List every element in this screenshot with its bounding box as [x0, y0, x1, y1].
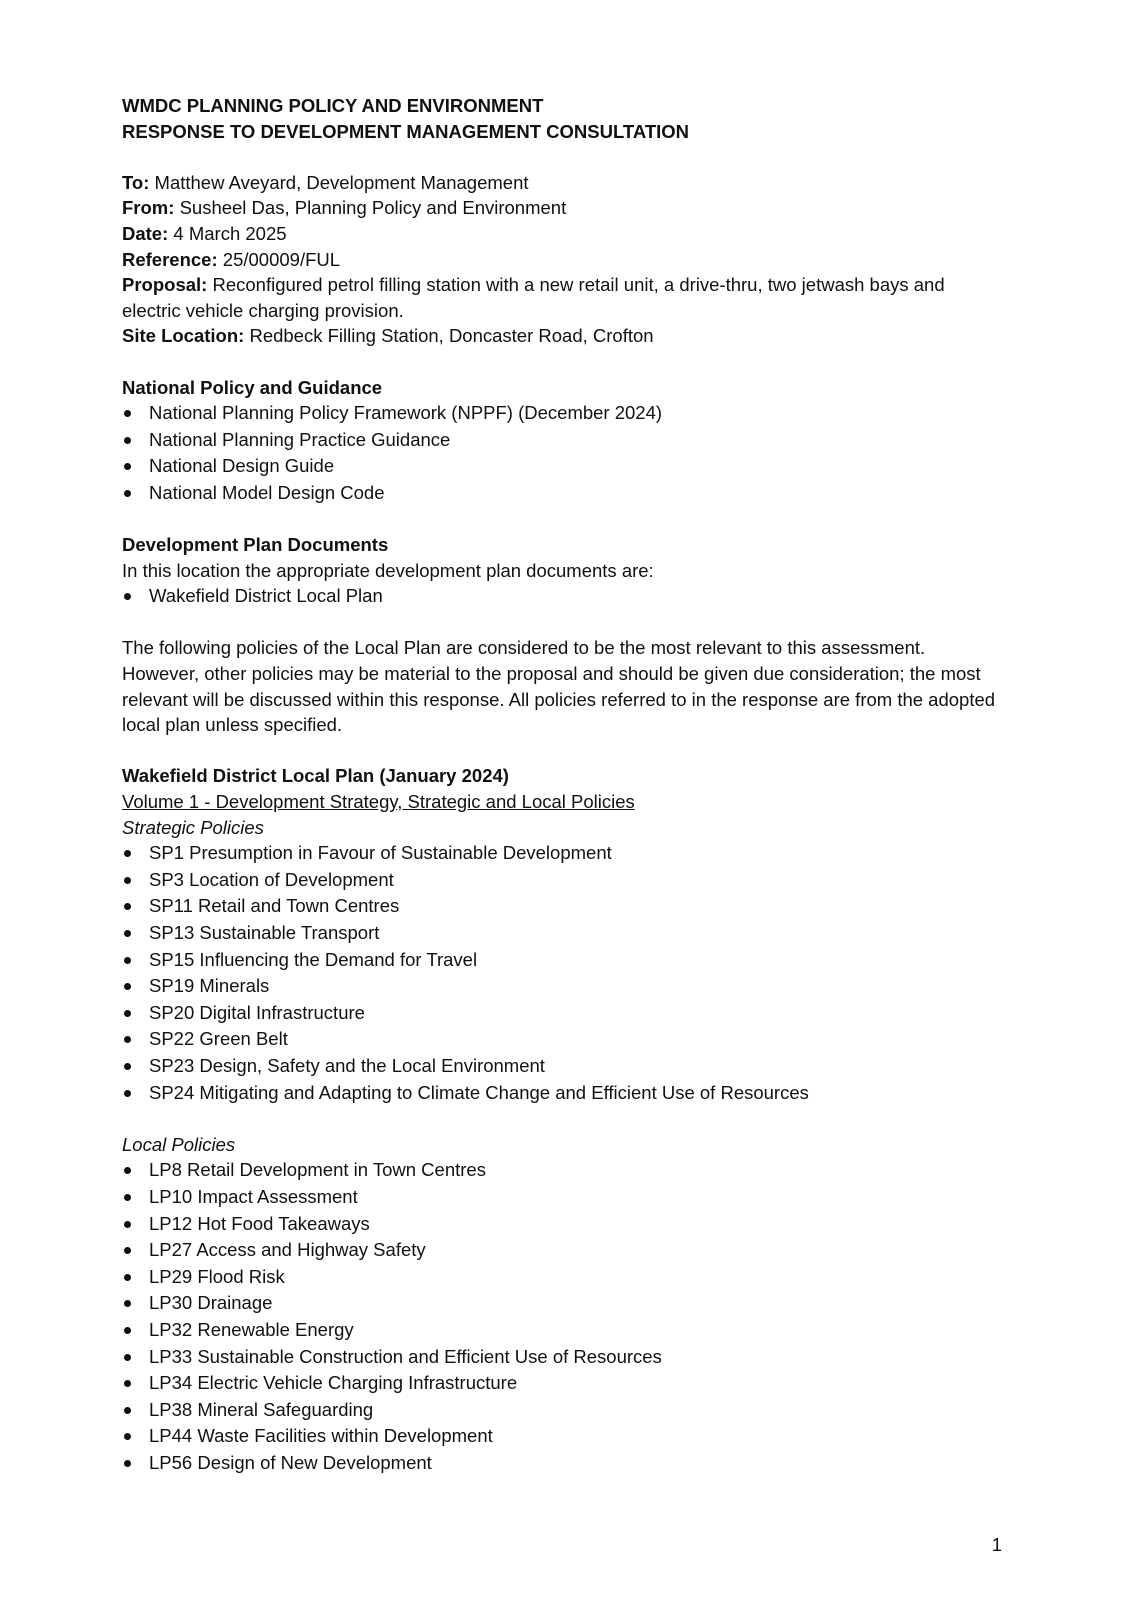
meta-proposal	[122, 272, 1002, 323]
reference-value: 25/00009/FUL	[222, 248, 341, 270]
to-value: Matthew Aveyard, Development Management	[154, 171, 529, 193]
site-value: Redbeck Filling Station, Doncaster Road, Crofton	[249, 325, 654, 347]
from-value: Susheel Das, Planning Policy and Environment	[179, 197, 567, 219]
national-list	[122, 400, 1002, 506]
list-item: LP38 Mineral Safeguarding	[122, 1397, 1002, 1424]
volume-heading: Volume 1 - Development Strategy, Strategic and Local Policies	[122, 791, 635, 813]
date-label: Date:	[122, 222, 169, 244]
list-item: LP44 Waste Facilities within Development	[122, 1423, 1002, 1450]
date-value: 4 March 2025	[173, 222, 287, 244]
list-item: SP15 Influencing the Demand for Travel	[122, 947, 1002, 974]
list-item: LP33 Sustainable Construction and Efficient Use of Resources	[122, 1344, 1002, 1371]
list-item: SP13 Sustainable Transport	[122, 920, 1002, 947]
list-item: SP1 Presumption in Favour of Sustainable Development	[122, 840, 1002, 867]
meta-to	[122, 170, 1002, 196]
dev-plan-intro: In this location the appropriate development plan documents are:	[122, 559, 654, 581]
policies-paragraph: The following policies of the Local Plan are considered to be the most relevant to this assessment. However, other policies may be material to the proposal and should be given due consideration; the most relevant will be discussed within this response. All policies referred to in the response are from the adopted local plan unless specified.	[122, 637, 996, 736]
list-item: SP3 Location of Development	[122, 867, 1002, 894]
list-item: SP23 Design, Safety and the Local Environment	[122, 1053, 1002, 1080]
strategic-list	[122, 840, 1002, 1106]
list-item: National Planning Policy Framework (NPPF) (December 2024)	[122, 400, 1002, 427]
list-item: LP32 Renewable Energy	[122, 1317, 1002, 1344]
list-item: LP8 Retail Development in Town Centres	[122, 1157, 1002, 1184]
proposal-value: Reconfigured petrol filling station with a new retail unit, a drive-thru, two jetwash bays and electric vehicle charging provision.	[122, 274, 945, 321]
list-item: SP20 Digital Infrastructure	[122, 1000, 1002, 1027]
list-item: SP19 Minerals	[122, 973, 1002, 1000]
local-list	[122, 1157, 1002, 1476]
national-heading: National Policy and Guidance	[122, 376, 383, 398]
list-item: Wakefield District Local Plan	[122, 583, 1002, 610]
meta-date	[122, 221, 1002, 247]
local-heading: Local Policies	[122, 1133, 236, 1155]
list-item: LP10 Impact Assessment	[122, 1184, 1002, 1211]
list-item: LP12 Hot Food Takeaways	[122, 1211, 1002, 1238]
list-item: LP30 Drainage	[122, 1290, 1002, 1317]
list-item: SP22 Green Belt	[122, 1026, 1002, 1053]
dev-plan-heading: Development Plan Documents	[122, 534, 389, 556]
list-item: SP24 Mitigating and Adapting to Climate Change and Efficient Use of Resources	[122, 1080, 1002, 1107]
to-label: To:	[122, 171, 150, 193]
list-item: National Planning Practice Guidance	[122, 427, 1002, 454]
meta-reference	[122, 247, 1002, 273]
header-line-1: WMDC PLANNING POLICY AND ENVIRONMENT	[122, 95, 544, 116]
list-item: LP27 Access and Highway Safety	[122, 1237, 1002, 1264]
list-item: National Design Guide	[122, 453, 1002, 480]
strategic-heading: Strategic Policies	[122, 816, 264, 838]
list-item: LP29 Flood Risk	[122, 1264, 1002, 1291]
document-body	[122, 93, 1002, 1476]
list-item: SP11 Retail and Town Centres	[122, 893, 1002, 920]
from-label: From:	[122, 197, 175, 219]
reference-label: Reference:	[122, 248, 218, 270]
meta-site	[122, 323, 1002, 349]
local-plan-heading: Wakefield District Local Plan (January 2024)	[122, 765, 509, 787]
list-item: National Model Design Code	[122, 480, 1002, 507]
proposal-label: Proposal:	[122, 274, 208, 296]
header-line-2: RESPONSE TO DEVELOPMENT MANAGEMENT CONSULTATION	[122, 120, 690, 142]
meta-from	[122, 195, 1002, 221]
site-label: Site Location:	[122, 325, 245, 347]
dev-plan-list	[122, 583, 1002, 610]
list-item: LP34 Electric Vehicle Charging Infrastructure	[122, 1370, 1002, 1397]
page-number: 1	[991, 1534, 1002, 1555]
list-item: LP56 Design of New Development	[122, 1450, 1002, 1477]
